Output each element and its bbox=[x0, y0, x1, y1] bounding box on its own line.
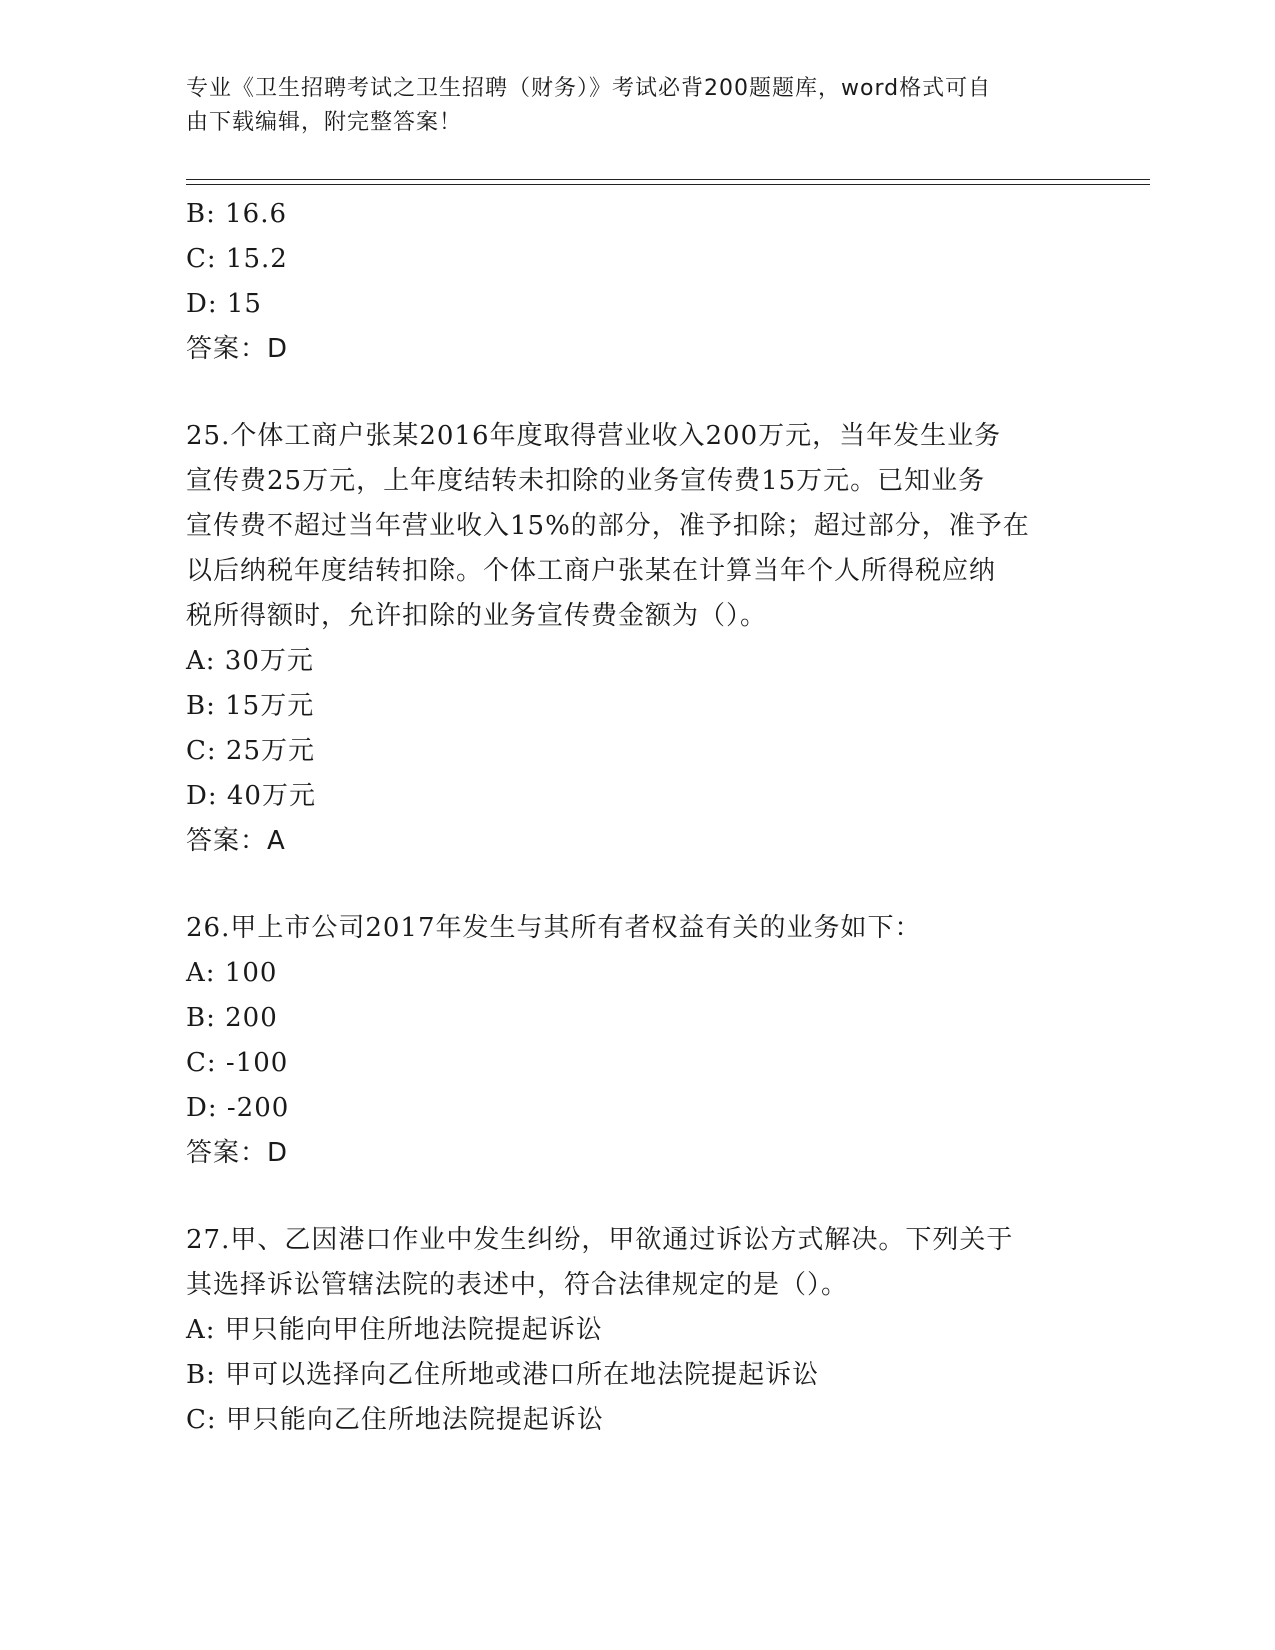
stem-line: 25.个体工商户张某2016年度取得营业收入200万元，当年发生业务 bbox=[186, 421, 1002, 451]
question-stem bbox=[186, 906, 1086, 951]
option-b: B: 甲可以选择向乙住所地或港口所在地法院提起诉讼 bbox=[186, 1360, 820, 1390]
answer-line: 答案：D bbox=[186, 1138, 289, 1168]
option-b: B: 200 bbox=[186, 1003, 278, 1033]
page-header bbox=[186, 72, 1086, 140]
stem-line: 税所得额时，允许扣除的业务宣传费金额为（）。 bbox=[186, 601, 768, 631]
option-c: C: 15.2 bbox=[186, 244, 288, 274]
option-c: C: 25万元 bbox=[186, 736, 316, 766]
stem-line: 宣传费25万元，上年度结转未扣除的业务宣传费15万元。已知业务 bbox=[186, 466, 986, 496]
stem-line: 其选择诉讼管辖法院的表述中，符合法律规定的是（）。 bbox=[186, 1270, 849, 1300]
question-24 bbox=[186, 192, 1086, 372]
header-line-1: 专业《卫生招聘考试之卫生招聘（财务）》考试必背200题题库，word格式可自 bbox=[186, 76, 992, 101]
header-divider-top bbox=[186, 179, 1150, 180]
option-a: A: 100 bbox=[186, 958, 278, 988]
header-divider-bottom bbox=[186, 184, 1150, 185]
stem-line: 宣传费不超过当年营业收入15%的部分，准予扣除；超过部分，准予在 bbox=[186, 511, 1030, 541]
stem-line: 27.甲、乙因港口作业中发生纠纷，甲欲通过诉讼方式解决。下列关于 bbox=[186, 1225, 1014, 1255]
question-27 bbox=[186, 1218, 1086, 1443]
stem-line: 以后纳税年度结转扣除。个体工商户张某在计算当年个人所得税应纳 bbox=[186, 556, 997, 586]
option-c: C: 甲只能向乙住所地法院提起诉讼 bbox=[186, 1405, 604, 1435]
question-26 bbox=[186, 906, 1086, 1176]
option-d: D: -200 bbox=[186, 1093, 290, 1123]
option-c: C: -100 bbox=[186, 1048, 289, 1078]
question-stem bbox=[186, 414, 1086, 639]
answer-line: 答案：D bbox=[186, 334, 289, 364]
question-stem bbox=[186, 1218, 1086, 1308]
option-a: A: 甲只能向甲住所地法院提起诉讼 bbox=[186, 1315, 603, 1345]
option-b: B: 16.6 bbox=[186, 199, 288, 229]
answer-line: 答案：A bbox=[186, 826, 286, 856]
questions-body bbox=[186, 192, 1086, 1443]
option-a: A: 30万元 bbox=[186, 646, 314, 676]
option-d: D: 40万元 bbox=[186, 781, 316, 811]
header-line-2: 由下载编辑，附完整答案！ bbox=[186, 110, 463, 135]
option-b: B: 15万元 bbox=[186, 691, 315, 721]
stem-line: 26.甲上市公司2017年发生与其所有者权益有关的业务如下： bbox=[186, 913, 922, 943]
question-25 bbox=[186, 414, 1086, 864]
option-d: D: 15 bbox=[186, 289, 262, 319]
